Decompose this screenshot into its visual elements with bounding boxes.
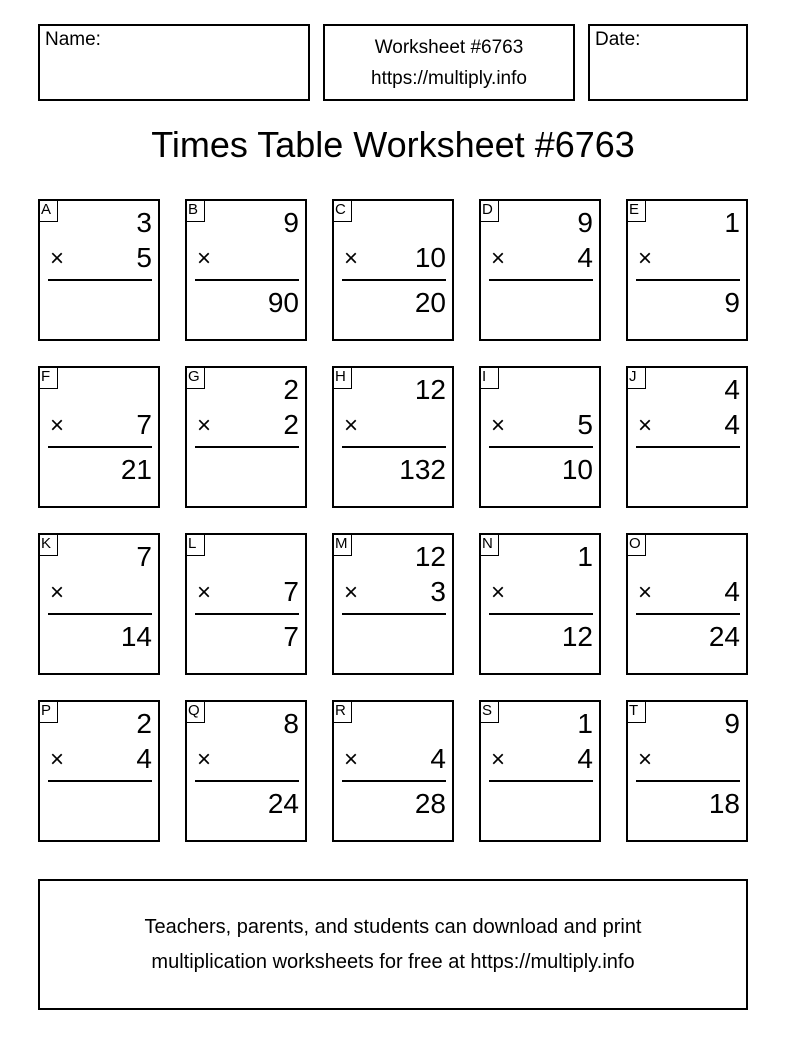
answer-rule [48, 613, 152, 615]
multiplier: 4 [724, 576, 740, 607]
multiplier: 7 [283, 576, 299, 607]
times-sign: × [197, 412, 212, 439]
multiplicand: 4 [724, 374, 740, 405]
product: 24 [708, 621, 740, 652]
multiplier: 4 [577, 242, 593, 273]
date-label: Date: [595, 29, 641, 50]
problem-card [626, 199, 748, 341]
product: 9 [724, 287, 740, 318]
answer-rule [48, 780, 152, 782]
answer-rule [195, 446, 299, 448]
times-sign: × [491, 579, 506, 606]
answer-rule [636, 613, 740, 615]
product: 21 [120, 454, 152, 485]
multiplicand: 12 [414, 374, 446, 405]
answer-rule [489, 279, 593, 281]
problem-card [479, 533, 601, 675]
problem-card [626, 366, 748, 508]
answer-rule [342, 613, 446, 615]
multiplier: 7 [136, 409, 152, 440]
multiplicand: 1 [724, 207, 740, 238]
times-sign: × [50, 245, 65, 272]
multiplier: 4 [577, 743, 593, 774]
problem-card [38, 199, 160, 341]
problem-letter: A [38, 199, 58, 222]
product: 14 [120, 621, 152, 652]
problem-card [626, 700, 748, 842]
problem-card [332, 199, 454, 341]
problem-letter: J [626, 366, 646, 389]
times-sign: × [50, 746, 65, 773]
multiplicand: 9 [724, 708, 740, 739]
answer-rule [636, 279, 740, 281]
multiplicand: 8 [283, 708, 299, 739]
product: 12 [561, 621, 593, 652]
answer-rule [195, 780, 299, 782]
multiplier: 3 [430, 576, 446, 607]
times-sign: × [344, 245, 359, 272]
product: 18 [708, 788, 740, 819]
multiplier: 4 [724, 409, 740, 440]
times-sign: × [638, 412, 653, 439]
problem-letter: T [626, 700, 646, 723]
problem-card [38, 700, 160, 842]
multiplicand: 2 [283, 374, 299, 405]
problem-card [185, 366, 307, 508]
problem-letter: D [479, 199, 499, 222]
times-sign: × [638, 579, 653, 606]
multiplier: 4 [430, 743, 446, 774]
product: 24 [267, 788, 299, 819]
answer-rule [48, 279, 152, 281]
times-sign: × [344, 412, 359, 439]
answer-rule [195, 613, 299, 615]
page-title: Times Table Worksheet #6763 [151, 124, 635, 165]
answer-rule [48, 446, 152, 448]
times-sign: × [344, 746, 359, 773]
problem-card [38, 533, 160, 675]
problem-letter: M [332, 533, 352, 556]
multiplicand: 12 [414, 541, 446, 572]
worksheet-number: Worksheet #6763 [374, 36, 524, 58]
date-field[interactable] [588, 24, 748, 101]
problem-card [185, 199, 307, 341]
product: 20 [414, 287, 446, 318]
times-sign: × [491, 746, 506, 773]
answer-rule [342, 780, 446, 782]
problem-card [479, 700, 601, 842]
answer-rule [636, 446, 740, 448]
multiplicand: 1 [577, 708, 593, 739]
times-sign: × [50, 579, 65, 606]
name-field[interactable] [38, 24, 310, 101]
product: 132 [399, 454, 446, 485]
problem-card [185, 533, 307, 675]
times-sign: × [197, 579, 212, 606]
multiplicand: 2 [136, 708, 152, 739]
times-sign: × [50, 412, 65, 439]
problem-card [185, 700, 307, 842]
multiplier: 5 [577, 409, 593, 440]
multiplicand: 9 [283, 207, 299, 238]
answer-rule [489, 613, 593, 615]
answer-rule [489, 446, 593, 448]
problem-letter: N [479, 533, 499, 556]
problem-letter: C [332, 199, 352, 222]
problem-card [332, 366, 454, 508]
product: 7 [283, 621, 299, 652]
times-sign: × [344, 579, 359, 606]
answer-rule [636, 780, 740, 782]
answer-rule [342, 446, 446, 448]
problem-card [38, 366, 160, 508]
answer-rule [489, 780, 593, 782]
product: 10 [561, 454, 593, 485]
problem-card [479, 199, 601, 341]
multiplicand: 3 [136, 207, 152, 238]
problem-letter: H [332, 366, 352, 389]
multiplicand: 1 [577, 541, 593, 572]
times-sign: × [197, 746, 212, 773]
multiplier: 4 [136, 743, 152, 774]
problem-letter: S [479, 700, 499, 723]
problem-letter: L [185, 533, 205, 556]
problem-letter: F [38, 366, 58, 389]
problem-letter: O [626, 533, 646, 556]
times-sign: × [638, 245, 653, 272]
times-sign: × [491, 245, 506, 272]
multiplicand: 9 [577, 207, 593, 238]
problem-letter: P [38, 700, 58, 723]
name-label: Name: [45, 29, 101, 50]
answer-rule [195, 279, 299, 281]
problem-card [332, 700, 454, 842]
problem-letter: E [626, 199, 646, 222]
times-sign: × [638, 746, 653, 773]
footer-line-2: multiplication worksheets for free at https://multiply.info [151, 950, 635, 973]
problem-card [332, 533, 454, 675]
problem-letter: Q [185, 700, 205, 723]
multiplier: 2 [283, 409, 299, 440]
problem-card [626, 533, 748, 675]
times-sign: × [197, 245, 212, 272]
product: 90 [267, 287, 299, 318]
footer-line-1: Teachers, parents, and students can download and print [144, 915, 642, 938]
multiplicand: 7 [136, 541, 152, 572]
problem-card [479, 366, 601, 508]
worksheet-info-box [323, 24, 575, 101]
problem-letter: G [185, 366, 205, 389]
problem-letter: I [479, 366, 499, 389]
product: 28 [414, 788, 446, 819]
worksheet-url: https://multiply.info [371, 67, 527, 89]
times-sign: × [491, 412, 506, 439]
problem-letter: B [185, 199, 205, 222]
footer-box [38, 879, 748, 1010]
multiplier: 5 [136, 242, 152, 273]
problem-letter: R [332, 700, 352, 723]
answer-rule [342, 279, 446, 281]
problem-letter: K [38, 533, 58, 556]
multiplier: 10 [414, 242, 446, 273]
